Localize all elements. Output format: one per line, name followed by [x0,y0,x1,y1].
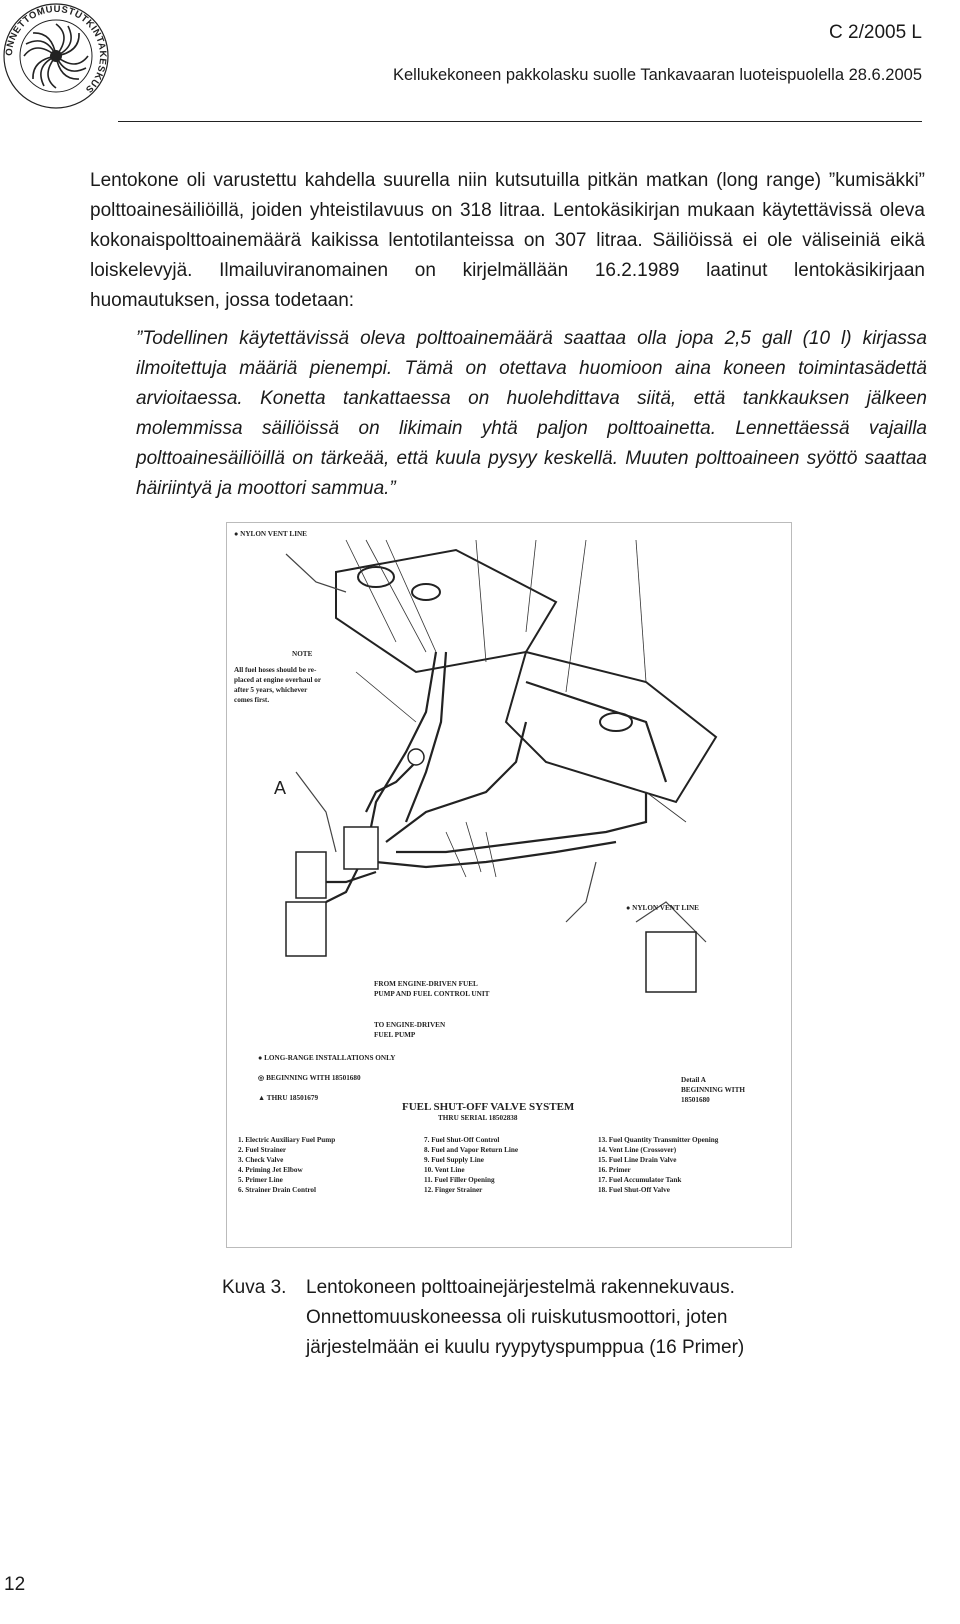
from-pump-line-2: PUMP AND FUEL CONTROL UNIT [374,990,490,998]
legend-item-7: 7. Fuel Shut-Off Control [424,1136,500,1144]
vent-line-label-top: ● NYLON VENT LINE [234,530,307,538]
agency-logo [2,2,110,110]
legend-item-1: 1. Electric Auxiliary Fuel Pump [238,1136,336,1144]
logo-text: ONNETTOMUUSTUTKINTAKESKUS [3,3,109,96]
legend-item-11: 11. Fuel Filler Opening [424,1176,495,1184]
legend-item-17: 17. Fuel Accumulator Tank [598,1176,682,1184]
legend-item-13: 13. Fuel Quantity Transmitter Opening [598,1136,719,1144]
note-line-3: after 5 years, whichever [234,686,308,694]
from-pump-line-1: FROM ENGINE-DRIVEN FUEL [374,980,478,988]
legend-item-18: 18. Fuel Shut-Off Valve [598,1186,670,1194]
to-pump-line-2: FUEL PUMP [374,1031,416,1039]
system-subtitle: THRU SERIAL 18502838 [438,1114,518,1122]
fuel-system-diagram [226,522,792,1248]
legend-item-3: 3. Check Valve [238,1156,284,1164]
note-line-2: placed at engine overhaul or [234,676,322,684]
detail-line-1: Detail A [681,1076,706,1084]
header-divider [118,121,922,122]
legend-item-14: 14. Vent Line (Crossover) [598,1146,677,1154]
note-line-1: All fuel hoses should be re- [234,666,317,674]
legend-item-6: 6. Strainer Drain Control [238,1186,316,1194]
legend-item-15: 15. Fuel Line Drain Valve [598,1156,677,1164]
to-pump-line-1: TO ENGINE-DRIVEN [374,1021,446,1029]
legend-item-2: 2. Fuel Strainer [238,1146,287,1154]
legend-item-16: 16. Primer [598,1166,631,1174]
quoted-note: ”Todellinen käytettävissä oleva polttoainemäärä saattaa olla jopa 2,5 gall (10 l) kirjassa ilmoitettuja määriä pienempi. Tämä on otettava huomioon aina koneen toimintasädettä arvioitaessa. Konetta tankattaessa on huolehdittava siitä, että tankkauksen jälkeen molemmissa säiliöissä on likimain yhtä paljon polttoainetta. Lennettäessä vajailla polttoainesäiliöillä on tärkeää, että kuula pysyy keskellä. Muuten polttoaineen syöttö saattaa häiriintyä ja moottori sammua.” [136,328,927,499]
caption-label: Kuva 3. [222,1277,287,1298]
legend-item-5: 5. Primer Line [238,1176,283,1184]
body-paragraph: Lentokone oli varustettu kahdella suurella niin kutsutuilla pitkän matkan (long range) ”kumisäkki” polttoainesäiliöillä, joiden yhteistilavuus on 318 litraa. Lentokäsikirjan mukaan käytettävissä oleva kokonaispolttoainemäärä kaikissa lentotilanteissa on 307 litraa. Säiliöissä ei ole väliseiniä eikä loiskelevyjä. Ilmailuviranomainen on kirjelmällään 16.2.1989 laatinut lentokäsikirjaan huomautuksen, jossa todetaan: [90,170,925,311]
legend-item-9: 9. Fuel Supply Line [424,1156,484,1164]
report-code: C 2/2005 L [829,22,922,43]
detail-line-2: BEGINNING WITH [681,1086,745,1094]
report-title: Kellukekoneen pakkolasku suolle Tankavaaran luoteispuolella 28.6.2005 [393,66,922,84]
page-number: 12 [4,1574,26,1595]
thru-note: ▲ THRU 18501679 [258,1094,319,1102]
detail-a-marker: A [274,778,287,798]
svg-text:ONNETTOMUUSTUTKINTAKESKUS [4,4,108,95]
caption-line-2: Onnettomuuskoneessa oli ruiskutusmoottori, joten [306,1307,728,1328]
long-range-note: ● LONG-RANGE INSTALLATIONS ONLY [258,1054,396,1062]
vent-line-label-right: ● NYLON VENT LINE [626,904,699,912]
legend-item-8: 8. Fuel and Vapor Return Line [424,1146,519,1154]
system-title: FUEL SHUT-OFF VALVE SYSTEM [402,1101,575,1113]
beginning-with-note: ◎ BEGINNING WITH 18501680 [258,1074,361,1082]
note-line-4: comes first. [234,696,270,704]
legend-item-4: 4. Priming Jet Elbow [238,1166,303,1174]
caption-line-3: järjestelmään ei kuulu ryypytyspumppua (16 Primer) [306,1337,745,1358]
detail-line-3: 18501680 [681,1096,710,1104]
legend-item-10: 10. Vent Line [424,1166,465,1174]
legend-item-12: 12. Finger Strainer [424,1186,483,1194]
note-title: NOTE [292,650,313,658]
figure-caption [222,1273,744,1363]
caption-line-1: Lentokoneen polttoainejärjestelmä rakennekuvaus. [306,1277,735,1298]
